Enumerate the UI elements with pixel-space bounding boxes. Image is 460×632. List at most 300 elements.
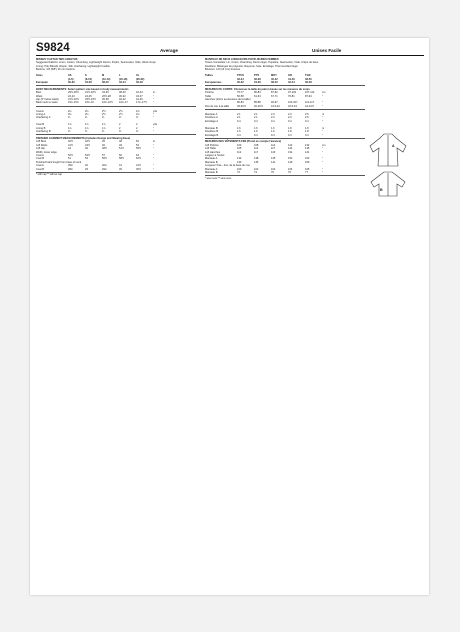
row-label: Back neck to waist <box>36 101 58 105</box>
row-value: 44 <box>68 147 71 151</box>
row-value: ⅜ <box>85 116 88 120</box>
size-col: 30-32 <box>237 81 244 85</box>
row-value: 135 <box>254 160 259 164</box>
size-col: MOY <box>271 74 277 78</box>
finished-measurement-row <box>205 171 365 174</box>
row-value: 2½ <box>119 113 123 117</box>
row-value: 107-112 <box>305 91 315 95</box>
size-col: 34-36 <box>254 81 261 85</box>
row-label: Coat B <box>36 157 44 161</box>
row-value: 2.1 <box>254 116 258 120</box>
row-value: " <box>322 150 323 154</box>
row-value: 62½ <box>136 157 142 161</box>
row-label: Longueur finie - dos, de la base du cou <box>205 164 250 168</box>
row-value: 2.1 <box>254 113 258 117</box>
rule <box>36 85 196 86</box>
size-col: (16-18) <box>119 77 128 81</box>
row-value: " <box>153 157 154 161</box>
row-value: 2.3 <box>271 113 275 117</box>
row-value: " <box>153 130 154 134</box>
row-label: A,B Taille <box>205 147 216 151</box>
row-value: 1.6 <box>254 126 258 130</box>
row-value: 1.8 <box>305 126 309 130</box>
body-measurement-row <box>205 105 365 108</box>
row-value: 72 <box>237 171 240 175</box>
size-col: 30-32 <box>68 81 75 85</box>
intro-line: MISSES' CAFTAN TWO LENGTHS <box>36 58 78 61</box>
row-value: 1.6 <box>271 130 275 134</box>
row-value: 31½-32½ <box>68 98 79 102</box>
row-value: 2¾ <box>136 113 140 117</box>
row-value: 16¾-17 <box>119 101 128 105</box>
row-value: 87-94 <box>305 94 312 98</box>
row-value: m <box>322 126 325 130</box>
size-col: 36-38 <box>254 77 261 81</box>
row-value: 36-38 <box>102 98 109 102</box>
row-value: 34-37 <box>136 94 143 98</box>
row-value: 41.5-42 <box>271 104 280 108</box>
row-label: A,B Hip <box>36 147 45 151</box>
garment-sketch <box>366 130 410 200</box>
row-value: ⅜ <box>119 130 122 134</box>
row-value: 2.5 <box>305 113 309 117</box>
row-value: 0.4 <box>237 119 241 123</box>
size-col: S <box>85 74 87 78</box>
row-value: 15¾-16 <box>85 101 94 105</box>
row-label: A,B Hanches <box>205 150 221 154</box>
row-value: yds <box>153 123 158 127</box>
row-value: m <box>322 113 325 117</box>
row-value: 41½ <box>68 143 74 147</box>
row-label: Taille <box>205 94 211 98</box>
row-label: Interfacing B <box>36 130 51 134</box>
row-value: 17¼-17½ <box>136 101 147 105</box>
row-value: 141 <box>305 150 310 154</box>
row-value: 40 <box>85 164 88 168</box>
row-label: Waist <box>36 94 43 98</box>
row-value: 2½ <box>119 109 123 113</box>
row-value: " <box>153 143 154 147</box>
row-label: Largeur à l'ourlet <box>205 153 225 157</box>
row-label: A,B Poitrine <box>205 143 219 147</box>
row-value: 1¾ <box>102 123 106 127</box>
size-col: (4-6) <box>68 77 74 81</box>
row-value: 2¼ <box>68 113 72 117</box>
row-value: 145 <box>271 157 276 161</box>
rule <box>205 85 365 86</box>
row-value: 33½-34½ <box>85 98 96 102</box>
size-col: 42-44 <box>119 81 126 85</box>
row-value: 2.1 <box>237 113 241 117</box>
row-value: " <box>153 101 154 105</box>
row-value: 56-58 <box>237 94 244 98</box>
row-value: 28¼ <box>68 167 74 171</box>
row-value: " <box>153 126 154 130</box>
row-value: 2½ <box>102 113 106 117</box>
row-value: 16¼-16½ <box>102 101 113 105</box>
row-value: " <box>153 167 154 171</box>
row-value: ⅜ <box>102 116 105 120</box>
row-value: 2 <box>119 123 121 127</box>
row-value: 31½-32½ <box>85 91 96 95</box>
row-value: 133 <box>237 157 242 161</box>
row-value: 0.4 <box>254 133 258 137</box>
size-col: PTS <box>254 74 260 78</box>
row-value: 48½ <box>102 147 108 151</box>
row-value: " <box>153 113 154 117</box>
intro-line: Doublure: Mélanges de polyester, Rayonne, Soie. Entoilage: Thermocollant léger <box>205 64 298 68</box>
intro-line: MANTEAU DE DEUX LONGUEURS POUR JEUNES FEMMES <box>205 58 279 61</box>
size-col: 40-42 <box>271 77 278 81</box>
row-value: 2¼ <box>85 109 89 113</box>
row-value: " <box>153 94 154 98</box>
row-value: 53 <box>136 143 139 147</box>
row-value: 26½-28 <box>102 94 111 98</box>
european-label: Européennes <box>205 81 222 85</box>
row-value: 2¼ <box>85 113 89 117</box>
row-value: 2.3 <box>271 116 275 120</box>
row-value: 29½-30½ <box>68 91 79 95</box>
header-rule <box>36 55 424 56</box>
size-col: (20-22) <box>136 77 145 81</box>
row-value: 57 <box>102 153 105 157</box>
row-value: 41½ <box>136 164 142 168</box>
row-value: 141 <box>271 160 276 164</box>
row-label: Doublure A <box>205 116 218 120</box>
footnote: * with nap ** without nap <box>36 173 62 177</box>
row-value: 54½ <box>85 153 91 157</box>
row-value: 30 <box>119 167 122 171</box>
row-value: 34-36 <box>102 91 109 95</box>
row-value: 53 <box>85 157 88 161</box>
row-value: " <box>322 147 323 151</box>
row-value: 2.5 <box>305 116 309 120</box>
intro-line: Boutons: 4-8 (16 mm) boutons <box>205 68 241 72</box>
row-value: 15¾-15¾ <box>68 101 79 105</box>
row-label: A,B Waist <box>36 143 48 147</box>
row-value: 85-88 <box>254 101 261 105</box>
skill-level-label-fr: Unisex Facile <box>312 48 342 53</box>
size-col: 44-46 <box>288 77 295 81</box>
row-value: 87-92 <box>271 91 278 95</box>
row-label: Bust <box>36 91 42 95</box>
yardage-row <box>36 130 196 133</box>
size-col: 46-48 <box>136 81 143 85</box>
row-label: A,B Bust <box>36 140 47 144</box>
row-value: 2 <box>136 123 138 127</box>
row-label: Entoilage B <box>205 133 219 137</box>
row-value: 29¾ <box>102 167 108 171</box>
row-value: " <box>322 160 323 164</box>
row-value: 103 <box>237 143 242 147</box>
row-value: 55½ <box>102 157 108 161</box>
size-col: 32-34 <box>237 77 244 81</box>
row-value: " <box>322 157 323 161</box>
intro-line: Suggested Fabrics: Linen, Cotton, Chambray, Lightweight Denim, Poplin, Seersucker, Voile, Wool Crepe <box>36 61 156 65</box>
row-value: 24-25 <box>85 94 92 98</box>
row-value: 44-44.5 <box>305 104 314 108</box>
row-value: " <box>322 104 323 108</box>
row-value: cm <box>322 143 326 147</box>
row-value: 92-97 <box>271 101 278 105</box>
row-label: Hanches (23cm au-dessous de la taille) <box>205 98 251 102</box>
row-value: 52½ <box>68 153 74 157</box>
row-value: 112-117 <box>305 101 315 105</box>
row-value: " <box>322 116 323 120</box>
french-column <box>205 58 365 180</box>
size-col: 48-50 <box>305 77 312 81</box>
row-value: 40½ <box>68 140 74 144</box>
row-value: 2½ <box>102 109 106 113</box>
row-value: 42½ <box>85 140 91 144</box>
row-value: 152 <box>288 157 293 161</box>
row-value: 1.6 <box>237 126 241 130</box>
row-value: 30½ <box>136 167 142 171</box>
row-value: 105 <box>237 147 242 151</box>
european-sizes-row <box>205 81 365 84</box>
row-value: 149 <box>288 160 293 164</box>
row-value: 123 <box>271 150 276 154</box>
row-value: " <box>322 133 323 137</box>
row-label: Coat A <box>36 153 44 157</box>
row-value: 138 <box>254 157 259 161</box>
row-value: 0.4 <box>271 133 275 137</box>
row-label: Manteau B <box>205 126 218 130</box>
row-label: Manteau A <box>205 113 218 117</box>
row-value: " <box>322 94 323 98</box>
row-value: 131 <box>288 150 293 154</box>
row-value: 76 <box>288 171 291 175</box>
row-value: " <box>322 130 323 134</box>
european-label: European <box>36 81 48 85</box>
row-label: Coat B <box>36 123 44 127</box>
row-value: ⅜ <box>136 116 139 120</box>
row-value: 2.1 <box>237 116 241 120</box>
row-value: 2 <box>136 126 138 130</box>
row-label: Coat A <box>36 109 44 113</box>
row-value: 1.6 <box>271 126 275 130</box>
size-col: 38-40 <box>271 81 278 85</box>
row-value: 80-83 <box>254 91 261 95</box>
row-value: 130 <box>237 160 242 164</box>
row-label: Interfacing A <box>36 116 51 120</box>
row-value: 0.4 <box>254 119 258 123</box>
row-value: 43½ <box>85 143 91 147</box>
size-col: XL <box>136 74 140 78</box>
row-label: Coat A <box>36 164 44 168</box>
european-sizes-row <box>36 81 196 84</box>
row-value: 1.8 <box>288 126 292 130</box>
finished-measurement-row <box>36 168 196 171</box>
row-value: 1¾ <box>102 126 106 130</box>
row-value: 0.4 <box>288 119 292 123</box>
row-value: 42.5-43 <box>288 104 297 108</box>
row-value: 46 <box>85 147 88 151</box>
size-col: GR <box>288 74 292 78</box>
row-value: " <box>322 171 323 175</box>
view-a-label: A <box>392 144 395 148</box>
body-measurements-title: MESURES DU CORPS: Choisissez la taille du patron basée sur les mesures du corps <box>205 87 310 91</box>
row-label: Coat B <box>36 167 44 171</box>
yardage-row <box>205 134 365 137</box>
size-col: TPCS <box>237 74 244 78</box>
size-col: 42-44 <box>288 81 295 85</box>
row-value: ⅜ <box>136 130 139 134</box>
row-value: 1.8 <box>305 130 309 134</box>
row-value: 97-102 <box>288 91 297 95</box>
body-measurement-row <box>36 101 196 104</box>
size-col: L <box>119 74 121 78</box>
row-value: 74 <box>254 171 257 175</box>
row-value: 40-40.5 <box>254 104 263 108</box>
row-value: " <box>153 153 154 157</box>
pattern-number: S9824 <box>36 42 70 54</box>
row-value: 132 <box>305 143 310 147</box>
skill-level-label: Average <box>160 48 178 53</box>
row-label: Doublure B <box>205 130 218 134</box>
intro-line: Buttons: 4-8 (5/8") 16 mm buttons <box>36 68 75 72</box>
view-b-label: B <box>380 188 383 192</box>
row-value: in. <box>153 140 156 144</box>
rule <box>36 134 196 135</box>
row-value: 124 <box>288 147 293 151</box>
size-col: XS <box>68 74 72 78</box>
footnote: * avec sens ** sans sens <box>205 176 232 180</box>
size-col: 38-40 <box>102 81 109 85</box>
row-value: 105 <box>305 167 310 171</box>
row-value: " <box>322 167 323 171</box>
row-value: 76 <box>271 171 274 175</box>
size-col: (8-10) <box>85 77 92 81</box>
row-value: 1.8 <box>288 130 292 134</box>
row-value: 1¾ <box>85 126 89 130</box>
row-value: 108 <box>254 143 259 147</box>
row-value: 64 <box>136 153 139 157</box>
row-value: 22-23 <box>68 94 75 98</box>
row-label: Poitrine <box>205 91 214 95</box>
row-value: 110 <box>254 147 259 151</box>
row-value: 117 <box>254 150 259 154</box>
row-value: 2.3 <box>288 113 292 117</box>
row-value: 1¾ <box>85 123 89 127</box>
row-value: 1¾ <box>68 123 72 127</box>
row-value: " <box>153 164 154 168</box>
row-value: 29 <box>85 167 88 171</box>
row-label: Width, lower edge <box>36 150 57 154</box>
row-value: 163 <box>305 157 310 161</box>
row-value: 39¼ <box>68 164 74 168</box>
row-value: in. <box>153 91 156 95</box>
row-value: 114 <box>271 143 276 147</box>
row-label: Lining A <box>36 113 46 117</box>
row-value: 41 <box>119 164 122 168</box>
row-value: 60 <box>119 153 122 157</box>
finished-measurements-title: FINISHED GARMENT MEASUREMENTS (Includes Design and Wearing Ease) <box>36 136 131 140</box>
row-value: ⅜ <box>85 130 88 134</box>
row-value: 76-81 <box>288 94 295 98</box>
row-label: Lining B <box>36 126 46 130</box>
row-value: 0.4 <box>305 119 309 123</box>
row-value: 112 <box>237 150 242 154</box>
sizes-label: Tailles <box>205 74 213 78</box>
row-value: 1¾ <box>68 126 72 130</box>
row-value: 45 <box>102 140 105 144</box>
row-value: 67-71 <box>271 94 278 98</box>
row-value: yds <box>153 109 158 113</box>
row-value: " <box>153 116 154 120</box>
row-value: 58½ <box>119 157 125 161</box>
row-value: 42-44 <box>136 91 143 95</box>
size-col: 46-48 <box>305 81 312 85</box>
row-value: 49 <box>119 143 122 147</box>
row-label: Dos du cou à la taille <box>205 104 230 108</box>
size-col: (12-14) <box>102 77 111 81</box>
row-value: ⅜ <box>68 116 71 120</box>
intro-line: Tissus Conseillés: Lin, Coton, Chambray, Denim léger, Popeline, Seersucker, Voile, Crêpe de laine <box>205 61 319 65</box>
size-col: M <box>102 74 105 78</box>
row-value: cm <box>322 91 326 95</box>
row-value: 100 <box>237 167 242 171</box>
size-col: TGR <box>305 74 311 78</box>
row-value: ⅜ <box>102 130 105 134</box>
row-value: 135 <box>305 147 310 151</box>
row-value: 38-40 <box>119 91 126 95</box>
row-value: 40-42 <box>119 98 126 102</box>
sizes-label: Sizes <box>36 74 43 78</box>
row-value: 61-64 <box>254 94 261 98</box>
row-value: 51 <box>68 157 71 161</box>
row-value: 159 <box>305 160 310 164</box>
body-measurements-title: BODY MEASUREMENTS: Select pattern size based on body measurements <box>36 87 129 91</box>
intro-line: Lining: Poly Blends, Rayon, Silk. Interfacing: Lightweight Fusible <box>36 64 110 68</box>
row-value: 0.4 <box>305 133 309 137</box>
row-value: 52 <box>136 140 139 144</box>
row-label: Manteau A <box>205 167 218 171</box>
row-value: 51½ <box>119 147 125 151</box>
row-value: ⅜ <box>119 116 122 120</box>
row-value: 102-107 <box>288 101 298 105</box>
row-value: 122 <box>288 143 293 147</box>
finished-measurements-title: MESURES DES VÊTEMENTS FINI (Prend en compte l'aisance) <box>205 140 282 144</box>
row-value: 44-46 <box>136 98 143 102</box>
row-value: 77 <box>305 171 308 175</box>
row-value: 2¼ <box>68 109 72 113</box>
row-value: 30-32 <box>119 94 126 98</box>
row-label: Manteau B <box>205 160 218 164</box>
row-value: 0.4 <box>271 119 275 123</box>
row-label: Hip (9" below waist) <box>36 98 59 102</box>
row-label: Finished back length from base of neck <box>36 160 82 164</box>
row-value: 40¾ <box>102 164 108 168</box>
row-value: 104 <box>271 167 276 171</box>
row-value: " <box>322 101 323 105</box>
row-value: 0.4 <box>237 133 241 137</box>
row-value: 80-83 <box>237 101 244 105</box>
row-value: 48 <box>119 140 122 144</box>
row-value: 2¾ <box>136 109 140 113</box>
row-value: 1.6 <box>254 130 258 134</box>
row-value: 0.4 <box>288 133 292 137</box>
row-value: 75-77 <box>237 91 244 95</box>
row-value: " <box>153 98 154 102</box>
row-value: 46 <box>102 143 105 147</box>
size-col: 34-36 <box>85 81 92 85</box>
row-value: " <box>153 147 154 151</box>
row-value: 2 <box>119 126 121 130</box>
english-column <box>36 58 196 177</box>
row-label: Entoilage A <box>205 119 219 123</box>
row-value: ⅜ <box>68 130 71 134</box>
